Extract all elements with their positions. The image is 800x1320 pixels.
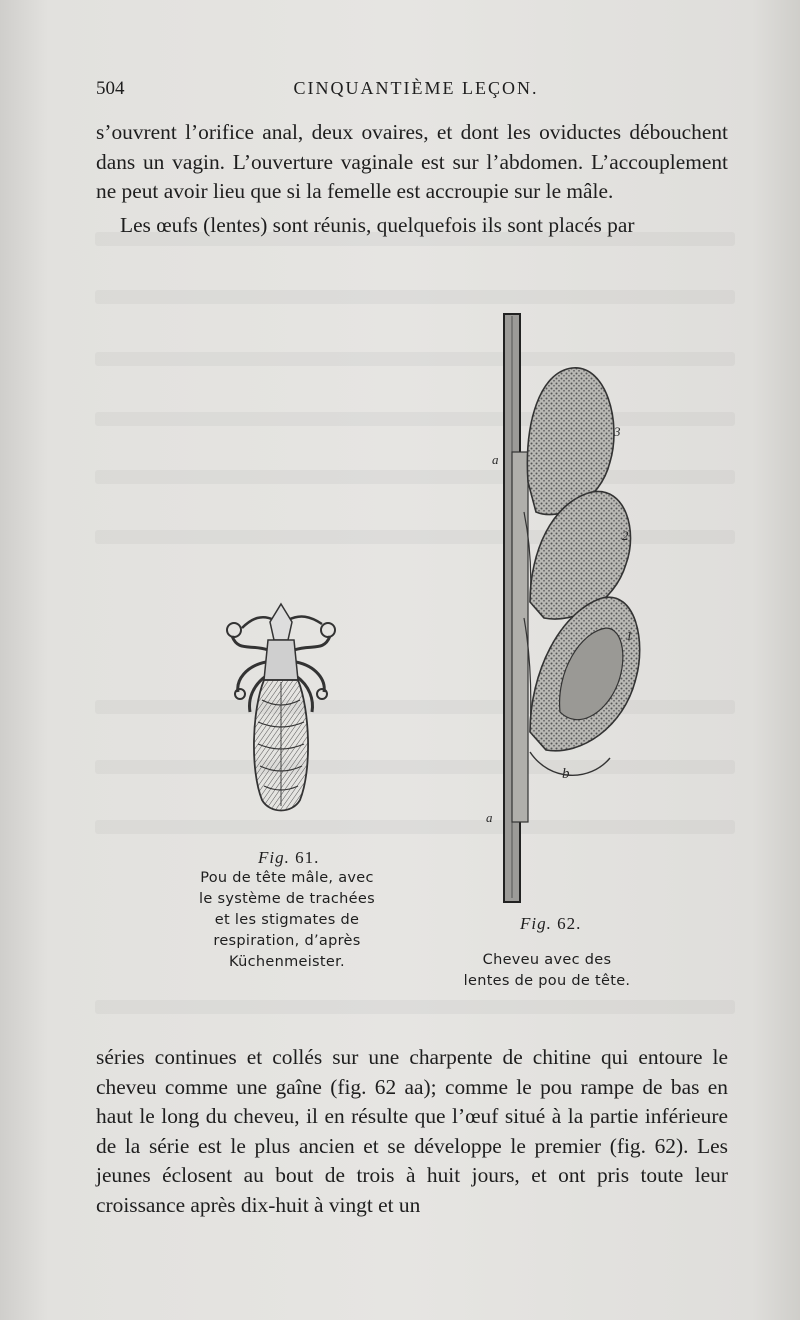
marker-b: b bbox=[562, 766, 570, 782]
figure-61-label bbox=[258, 848, 319, 868]
page-number: 504 bbox=[96, 78, 125, 99]
louse-illustration bbox=[222, 600, 340, 825]
paragraph: Les œufs (lentes) sont réunis, quelquefois ils sont placés par bbox=[120, 212, 635, 237]
figure-62-caption: Cheveu avec des lentes de pou de tête. bbox=[463, 952, 631, 989]
running-title: CINQUANTIÈME LEÇON. bbox=[293, 78, 539, 98]
marker-a-top: a bbox=[492, 452, 499, 467]
bleed-through-line bbox=[95, 1000, 735, 1014]
marker-3: 3 bbox=[614, 424, 621, 439]
marker-2: 2 bbox=[622, 528, 629, 543]
top-text-block bbox=[96, 118, 728, 240]
bottom-text-block bbox=[96, 1043, 728, 1220]
figure-number: 62. bbox=[557, 914, 582, 933]
figure-61-caption: Pou de tête mâle, avec le système de trachées et les stigmates de respiration, d’après Küchenmeister. bbox=[199, 870, 375, 970]
figure-label: Fig. bbox=[520, 914, 552, 933]
figure-62-label bbox=[520, 914, 581, 934]
page-header bbox=[96, 78, 736, 104]
figure-number: 61. bbox=[295, 848, 320, 867]
marker-a-bottom: a bbox=[486, 810, 493, 825]
marker-1: 1 bbox=[626, 628, 633, 643]
paragraph: s’ouvrent l’orifice anal, deux ovaires, et dont les oviductes débouchent dans un vagin. L’ouverture vaginale est sur l’abdomen. L’accouplement ne peut avoir lieu que si la femelle est accroupie sur le mâle. bbox=[96, 120, 728, 203]
hair-with-nits-illustration bbox=[486, 312, 650, 907]
figure-label: Fig. bbox=[258, 848, 290, 867]
bleed-through-line bbox=[95, 290, 735, 304]
paragraph: séries continues et collés sur une charpente de chitine qui entoure le cheveu comme une gaîne (fig. 62 aa); comme le pou rampe de bas en haut le long du cheveu, il en résulte que l’œuf situé à la partie inférieure de la série est le plus ancien et se développe le premier (fig. 62). Les jeunes éclosent au bout de trois à huit jours, et ont pris toute leur croissance après dix-huit à vingt et un bbox=[96, 1045, 728, 1217]
